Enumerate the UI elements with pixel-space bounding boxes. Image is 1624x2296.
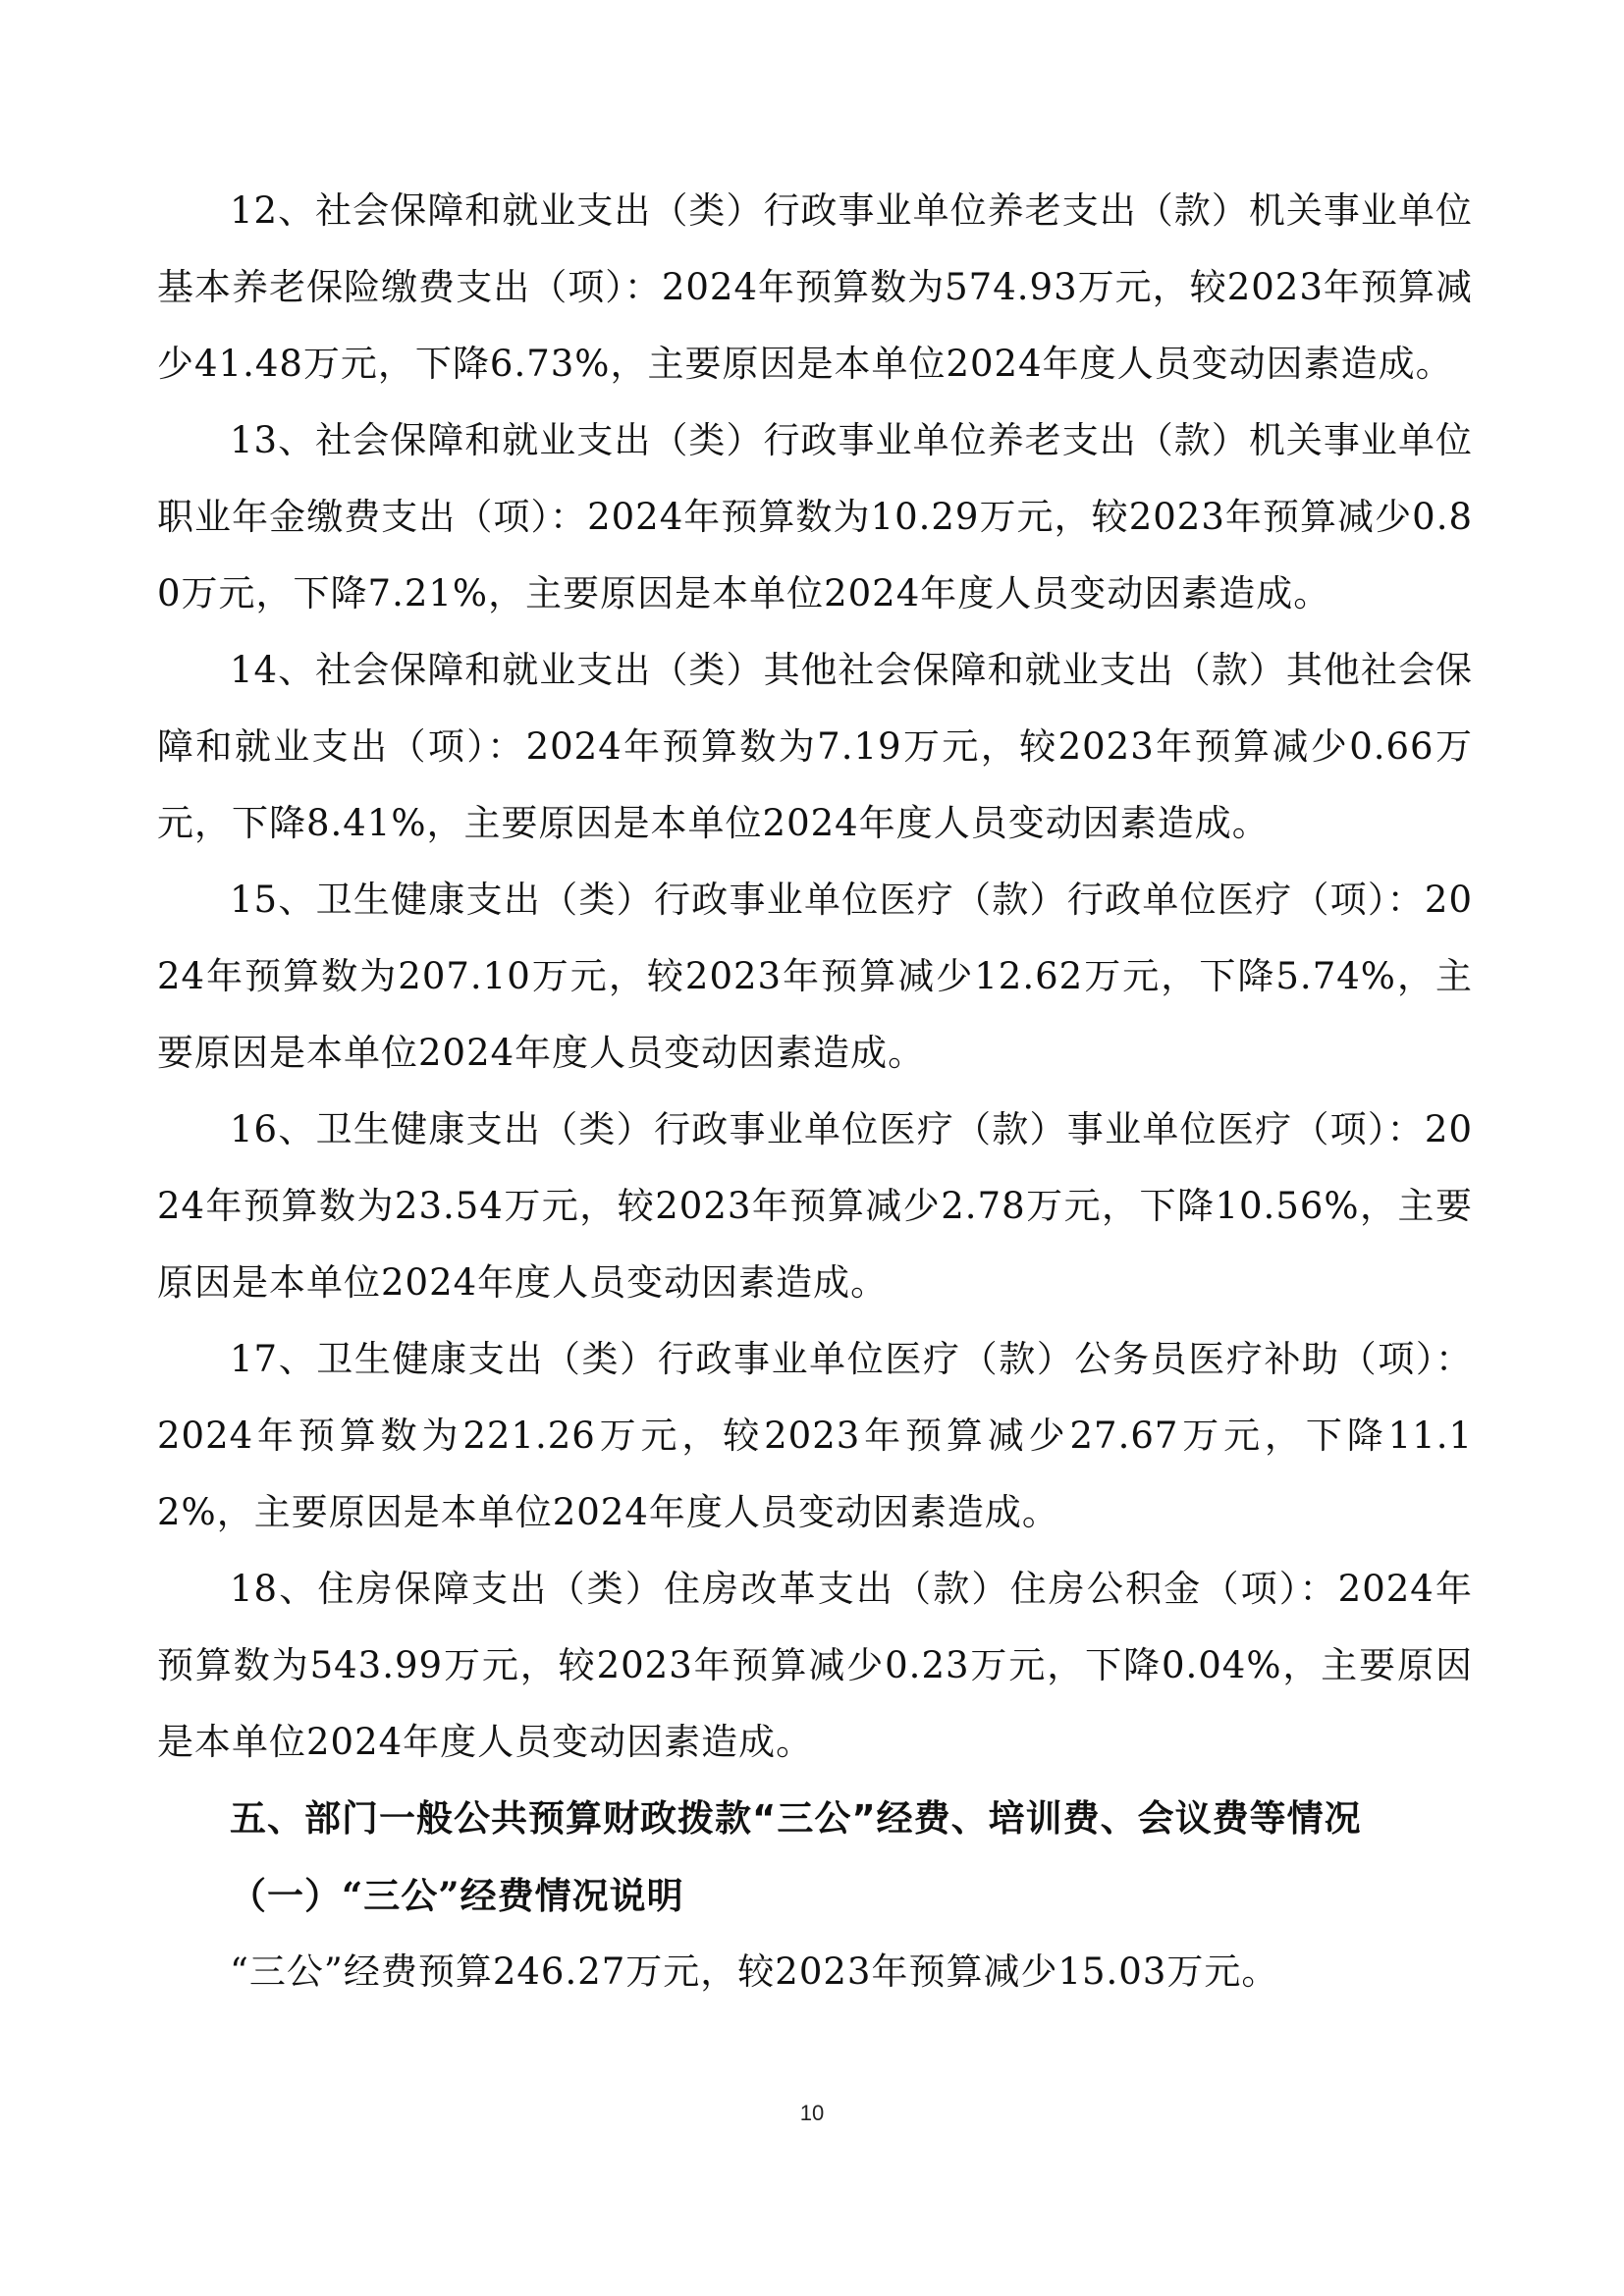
paragraph-item-13: 13、社会保障和就业支出（类）行政事业单位养老支出（款）机关事业单位职业年金缴费支出（项）：2024年预算数为10.29万元，较2023年预算减少0.80万元，下降7.21%，主要原因是本单位2024年度人员变动因素造成。 xyxy=(157,419,1473,614)
section-heading: 五、部门一般公共预算财政拨款“三公”经费、培训费、会议费等情况 xyxy=(230,1797,1362,1840)
sub-heading: （一）“三公”经费情况说明 xyxy=(230,1874,684,1917)
summary-paragraph: “三公”经费预算246.27万元，较2023年预算减少15.03万元。 xyxy=(230,1950,1279,1993)
paragraph-item-17: 17、卫生健康支出（类）行政事业单位医疗（款）公务员医疗补助（项）：2024年预算数为221.26万元，较2023年预算减少27.67万元，下降11.12%，主要原因是本单位2024年度人员变动因素造成。 xyxy=(157,1338,1473,1533)
paragraph-item-15: 15、卫生健康支出（类）行政事业单位医疗（款）行政单位医疗（项）：2024年预算数为207.10万元，较2023年预算减少12.62万元，下降5.74%，主要原因是本单位2024年度人员变动因素造成。 xyxy=(157,879,1473,1074)
page-content xyxy=(157,173,1473,2010)
page-number: 10 xyxy=(799,2101,825,2125)
paragraph-item-16: 16、卫生健康支出（类）行政事业单位医疗（款）事业单位医疗（项）：2024年预算数为23.54万元，较2023年预算减少2.78万元，下降10.56%，主要原因是本单位2024年度人员变动因素造成。 xyxy=(157,1108,1473,1304)
paragraph-item-14: 14、社会保障和就业支出（类）其他社会保障和就业支出（款）其他社会保障和就业支出（项）：2024年预算数为7.19万元，较2023年预算减少0.66万元，下降8.41%，主要原因是本单位2024年度人员变动因素造成。 xyxy=(157,649,1473,844)
paragraph-item-12: 12、社会保障和就业支出（类）行政事业单位养老支出（款）机关事业单位基本养老保险缴费支出（项）：2024年预算数为574.93万元，较2023年预算减少41.48万元，下降6.73%，主要原因是本单位2024年度人员变动因素造成。 xyxy=(157,189,1473,385)
paragraph-item-18: 18、住房保障支出（类）住房改革支出（款）住房公积金（项）：2024年预算数为543.99万元，较2023年预算减少0.23万元，下降0.04%，主要原因是本单位2024年度人员变动因素造成。 xyxy=(157,1568,1473,1763)
